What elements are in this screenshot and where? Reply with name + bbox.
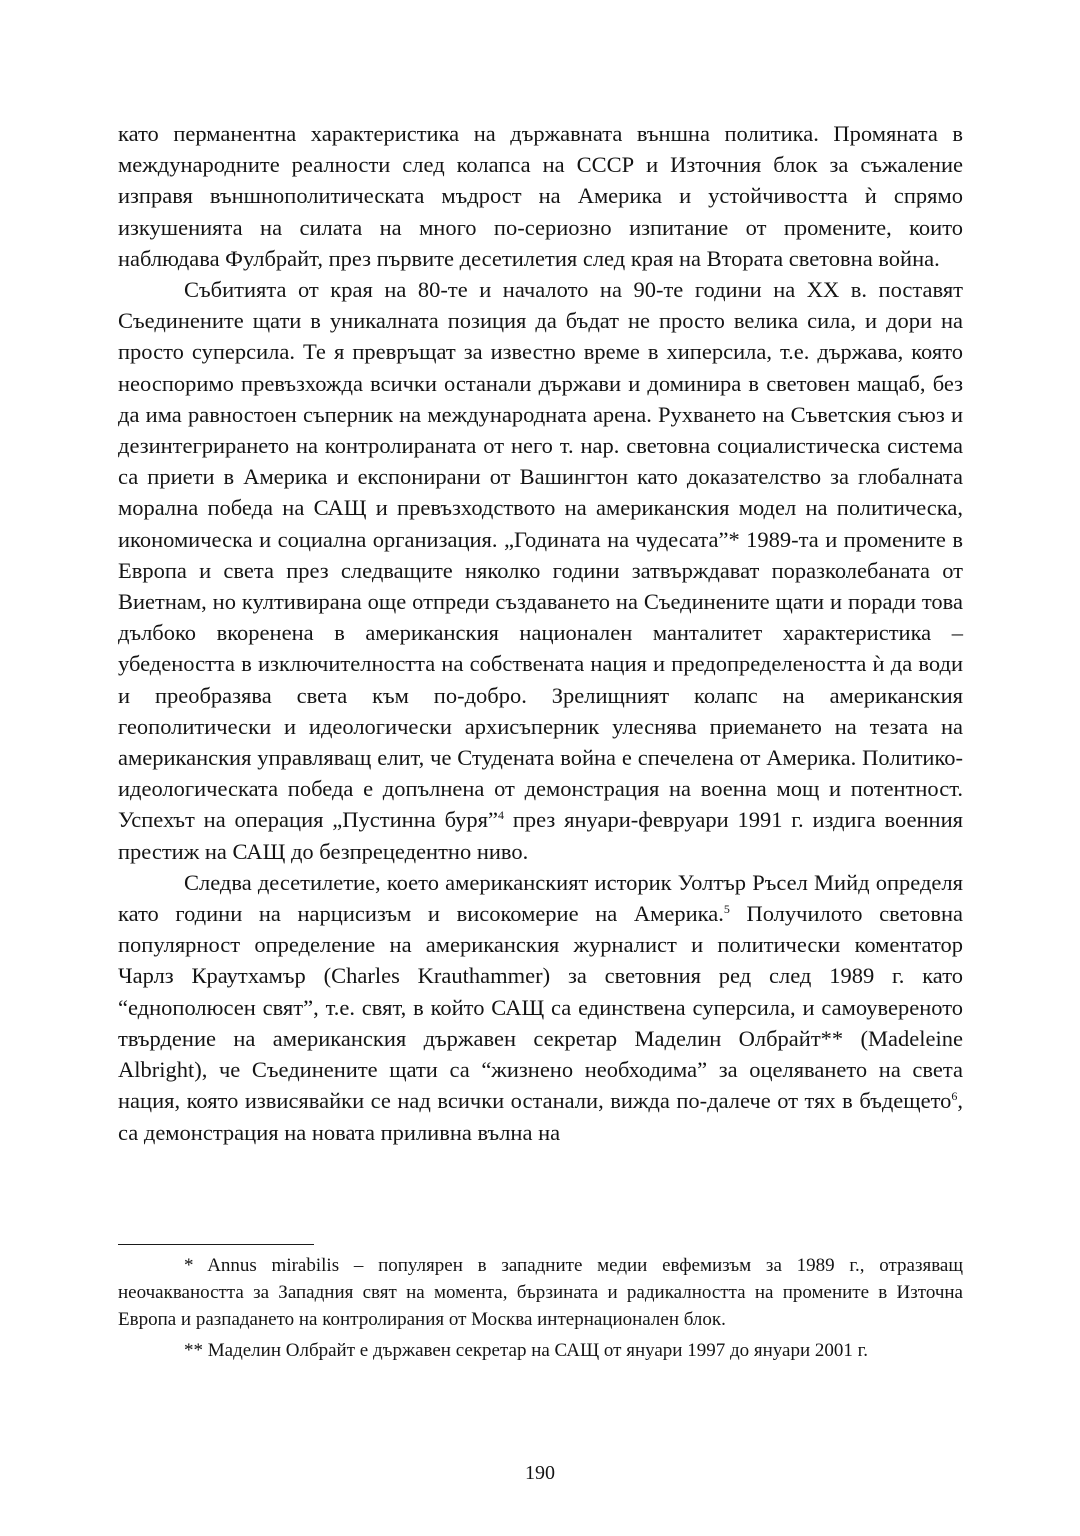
endnote-ref-5: 5 — [723, 902, 730, 917]
paragraph-2-text: Събитията от края на 80-те и началото на 90-те години на XX в. поставят Съединените щати в уникалната позиция да бъдат не просто велика сила, и дори на просто суперсила. Те я превръщат за известно време в хиперсила, т.е. държава, която неоспоримо превъзхожда всички останали държави и доминира в световен мащаб, без да има равностоен съперник на международната арена. Рухването на Съветския съюз и дезинтегрирането на контролираната от него т. нар. световна социалистическа система са приети в Америка и експонирани от Вашингтон като доказателство за глобалната морална победа на САЩ и превъзходството на американския модел на политическа, икономическа и социална организация. „Годината на чудесата”* 1989-та и промените в Европа и света през следващите няколко години затвърждават поразколебаната от Виетнам, но култивирана още отпреди създаването на Съединените щати и поради това дълбоко вкоренена в американския национален манталитет характеристика – убедеността в изключителността на собствената нация и предопределеността ѝ да води и преобразява света към по-добро. Зрелищният колапс на американския геополитически и идеологически архисъперник улеснява приемането на тезата на американския управляващ елит, че Студената война е спечелена от Америка. Политико-идеологическата победа е допълнена от демонстрация на военна мощ и потентност. Успехът на операция „Пустинна буря” — [118, 277, 963, 833]
paragraph-1-text: като перманентна характеристика на държавната външна политика. Промяната в международните реалности след колапса на СССР и Източния блок за съжаление изправя външнополитическата мъдрост на Америка и устойчивостта ѝ спрямо изкушенията на силата на много по-сериозно изпитание от промените, които наблюдава Фулбрайт, през първите десетилетия след края на Втората световна война. — [118, 121, 963, 271]
footnote-separator — [118, 1244, 314, 1245]
paragraph-3-text: Следва десетилетие, което американският историк Уолтър Ръсел Мийд определя като години на нарцисизъм и високомерие на Америка. — [118, 869, 963, 927]
paragraph-3 — [118, 867, 963, 1148]
paragraph-1 — [118, 118, 963, 274]
paragraph-2 — [118, 274, 963, 867]
page-number: 190 — [525, 1462, 555, 1484]
paragraph-2-text-end: през януари-февруари 1991 г. издига военния престиж на САЩ до безпрецедентно ниво. — [118, 807, 963, 864]
footnote-1: * Annus mirabilis – популярен в западните медии евфемизъм за 1989 г., отразяващ неочакваността за Западния свят на момента, бързината и радикалността на промените в Източна Европа и разпадането на контролирания от Москва интернационален блок. — [118, 1255, 963, 1330]
paragraph-3-text-middle: Получилото световна популярност определение на американския журналист и политически коментатор Чарлз Краутхамър (Charles Krauthammer) за световния ред след 1989 г. като “еднополюсен свят”, т.е. свят, в който САЩ са единствена суперсила, и самоувереното твърдение на американския държавен секретар Маделин Олбрайт** (Madeleine Albright), че Съединените щати са “жизнено необходима” за оцеляването на света нация, която извисявайки се над всички останали, вижда по-далече от тях в бъдещето — [118, 901, 963, 1114]
footnotes — [118, 1252, 963, 1364]
main-text — [118, 118, 963, 1148]
page-body — [118, 118, 963, 1148]
footnote-2: ** Маделин Олбрайт е държавен секретар на САЩ от януари 1997 до януари 2001 г. — [184, 1340, 869, 1361]
endnote-ref-6: 6 — [951, 1089, 958, 1104]
endnote-ref-4: 4 — [498, 808, 504, 823]
paragraph-3-text-end: , са демонстрация на новата приливна вълна на — [118, 1088, 963, 1145]
